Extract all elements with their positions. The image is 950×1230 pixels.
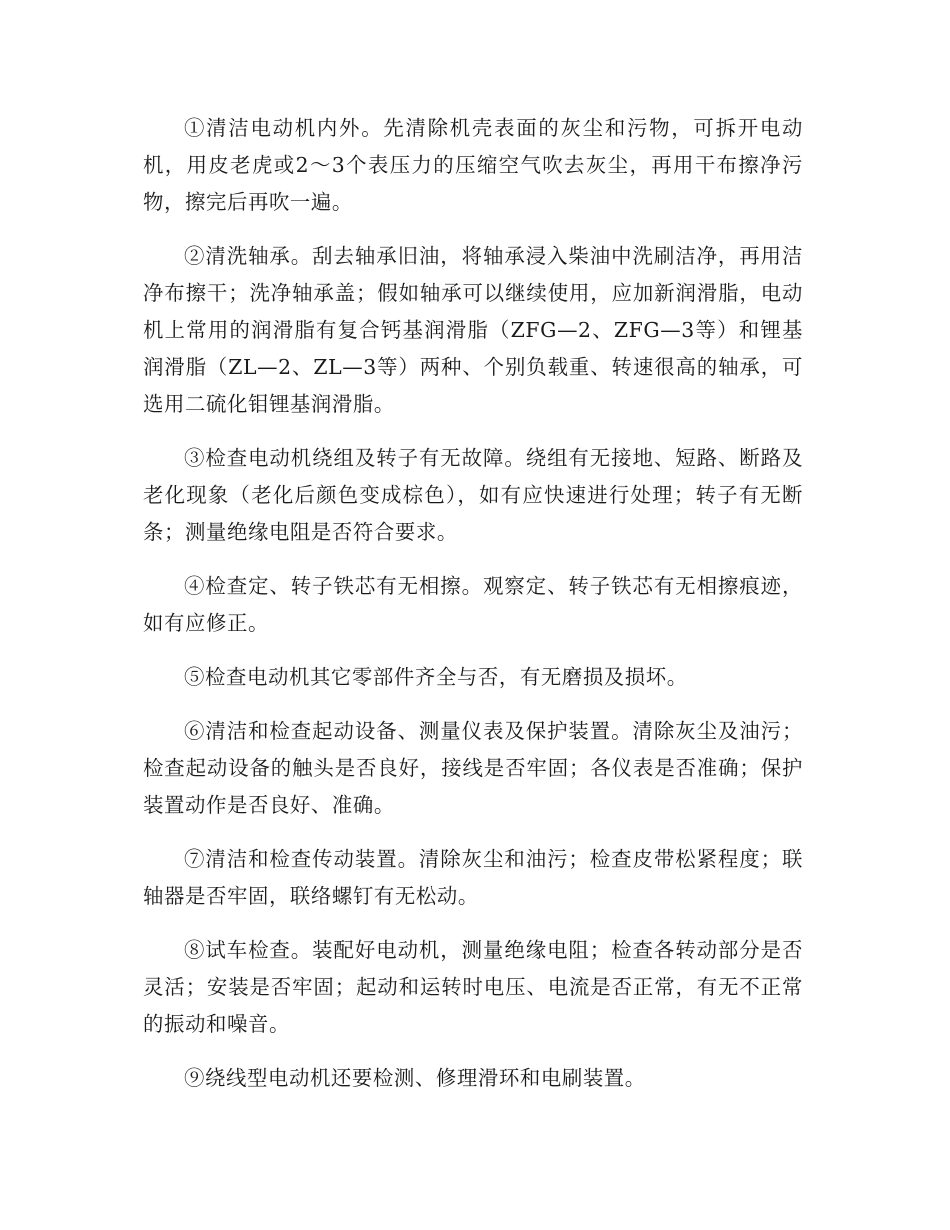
paragraph-3-check-winding: ③检查电动机绕组及转子有无故障。绕组有无接地、短路、断路及老化现象（老化后颜色变成棕色），如有应快速进行处理；转子有无断条；测量绝缘电阻是否符合要求。 <box>143 446 803 544</box>
document-body <box>143 110 803 1114</box>
paragraph-1-clean-motor: ①清洁电动机内外。先清除机壳表面的灰尘和污物，可拆开电动机，用皮老虎或2～3个表压力的压缩空气吹去灰尘，再用干布擦净污物，擦完后再吹一遍。 <box>143 116 803 214</box>
paragraph-2-clean-bearing: ②清洗轴承。刮去轴承旧油，将轴承浸入柴油中洗刷洁净，再用洁净布擦干；洗净轴承盖；假如轴承可以继续使用，应加新润滑脂，电动机上常用的润滑脂有复合钙基润滑脂（ZFG—2、ZFG—3等）和锂基润滑脂（ZL—2、ZL—3等）两种、个别负载重、转速很高的轴承，可选用二硫化钼锂基润滑脂。 <box>143 244 803 416</box>
paragraph-8-test-run: ⑧试车检查。装配好电动机，测量绝缘电阻；检查各转动部分是否灵活；安装是否牢固；起动和运转时电压、电流是否正常，有无不正常的振动和噪音。 <box>143 938 803 1036</box>
paragraph-7-check-transmission: ⑦清洁和检查传动装置。清除灰尘和油污；检查皮带松紧程度；联轴器是否牢固，联络螺钉有无松动。 <box>143 847 803 908</box>
paragraph-6-check-starter: ⑥清洁和检查起动设备、测量仪表及保护装置。清除灰尘及油污；检查起动设备的触头是否良好，接线是否牢固；各仪表是否准确；保护装置动作是否良好、准确。 <box>143 719 803 817</box>
paragraph-5-check-parts: ⑤检查电动机其它零部件齐全与否，有无磨损及损坏。 <box>184 665 688 689</box>
paragraph-9-slip-ring: ⑨绕线型电动机还要检测、修理滑环和电刷装置。 <box>184 1066 646 1090</box>
paragraph-4-check-core: ④检查定、转子铁芯有无相擦。观察定、转子铁芯有无相擦痕迹，如有应修正。 <box>143 574 803 635</box>
